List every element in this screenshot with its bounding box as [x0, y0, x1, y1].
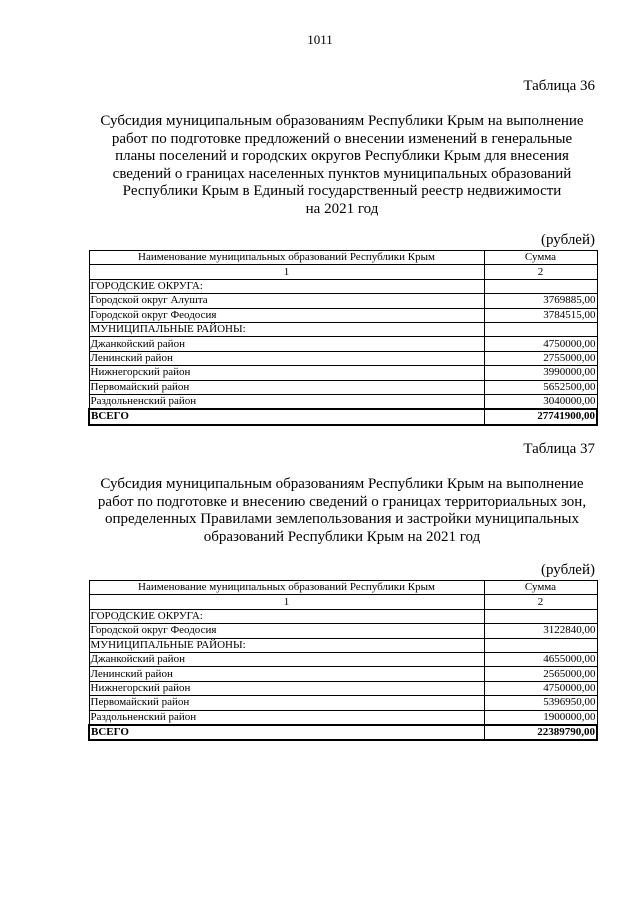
header-sum-number: 2	[484, 595, 597, 609]
row-sum-cell: 3990000,00	[484, 366, 597, 380]
table-row	[89, 279, 597, 293]
title-line: образований Республики Крым на 2021 год	[203, 528, 481, 545]
header-name-cell: Наименование муниципальных образований Республики Крым	[89, 581, 484, 595]
row-sum-cell	[484, 279, 597, 293]
table-header-row	[89, 581, 597, 595]
table-row	[89, 696, 597, 710]
table-row	[89, 294, 597, 308]
total-sum-cell: 27741900,00	[484, 409, 597, 424]
row-sum-cell: 5652500,00	[484, 380, 597, 394]
row-name-cell: Раздольненский район	[89, 394, 484, 409]
row-sum-cell	[484, 322, 597, 336]
table-row	[89, 394, 597, 409]
table-36	[88, 250, 598, 426]
row-name-cell: Нижнегорский район	[89, 681, 484, 695]
row-sum-cell: 2565000,00	[484, 667, 597, 681]
row-name-cell: Ленинский район	[89, 351, 484, 365]
table-37	[88, 580, 598, 741]
row-sum-cell: 1900000,00	[484, 710, 597, 725]
table-row	[89, 380, 597, 394]
header-name-number: 1	[89, 595, 484, 609]
row-name-cell: ГОРОДСКИЕ ОКРУГА:	[89, 609, 484, 623]
row-name-cell: Нижнегорский район	[89, 366, 484, 380]
row-name-cell: МУНИЦИПАЛЬНЫЕ РАЙОНЫ:	[89, 322, 484, 336]
row-sum-cell: 3040000,00	[484, 394, 597, 409]
table-36-caption: Таблица 36	[523, 78, 595, 94]
table-total-row	[89, 409, 597, 424]
table-row	[89, 681, 597, 695]
row-name-cell: Первомайский район	[89, 696, 484, 710]
table-37-units: (рублей)	[540, 562, 595, 578]
row-name-cell: Джанкойский район	[89, 337, 484, 351]
table-column-number-row	[89, 265, 597, 279]
title-line: сведений о границах населенных пунктов муниципальных образований	[112, 165, 572, 182]
title-line: Республики Крым в Единый государственный реестр недвижимости	[122, 183, 562, 199]
table-37-caption: Таблица 37	[523, 441, 595, 457]
title-line: определенных Правилами землепользования и застройки муниципальных	[105, 511, 579, 527]
row-sum-cell	[484, 609, 597, 623]
row-name-cell: Городской округ Алушта	[89, 294, 484, 308]
page-number: 1011	[307, 32, 333, 47]
table-37-title	[88, 476, 596, 546]
table-row	[89, 322, 597, 336]
table-37-body	[89, 581, 597, 741]
row-name-cell: Раздольненский район	[89, 710, 484, 725]
table-row	[89, 308, 597, 322]
row-name-cell: Городской округ Феодосия	[89, 624, 484, 638]
row-sum-cell: 3122840,00	[484, 624, 597, 638]
table-row	[89, 351, 597, 365]
table-row	[89, 652, 597, 666]
title-line: Субсидия муниципальным образованиям Республики Крым на выполнение	[100, 113, 584, 129]
table-36-units: (рублей)	[540, 232, 595, 248]
table-row	[89, 624, 597, 638]
title-line: планы поселений и городских округов Республики Крым для внесения	[115, 148, 569, 164]
table-row	[89, 667, 597, 681]
row-name-cell: Ленинский район	[89, 667, 484, 681]
total-name-cell: ВСЕГО	[89, 725, 484, 740]
row-sum-cell	[484, 638, 597, 652]
table-row	[89, 366, 597, 380]
header-sum-number: 2	[484, 265, 597, 279]
table-row	[89, 609, 597, 623]
row-sum-cell: 4750000,00	[484, 681, 597, 695]
row-sum-cell: 3784515,00	[484, 308, 597, 322]
row-sum-cell: 4750000,00	[484, 337, 597, 351]
row-sum-cell: 3769885,00	[484, 294, 597, 308]
row-sum-cell: 2755000,00	[484, 351, 597, 365]
table-row	[89, 710, 597, 725]
table-column-number-row	[89, 595, 597, 609]
table-total-row	[89, 725, 597, 740]
header-sum-cell: Сумма	[484, 581, 597, 595]
table-row	[89, 337, 597, 351]
row-name-cell: Первомайский район	[89, 380, 484, 394]
row-sum-cell: 4655000,00	[484, 652, 597, 666]
row-name-cell: МУНИЦИПАЛЬНЫЕ РАЙОНЫ:	[89, 638, 484, 652]
total-sum-cell: 22389790,00	[484, 725, 597, 740]
row-name-cell: ГОРОДСКИЕ ОКРУГА:	[89, 279, 484, 293]
row-name-cell: Городской округ Феодосия	[89, 308, 484, 322]
table-36-title	[88, 113, 596, 218]
header-name-number: 1	[89, 265, 484, 279]
title-line: работ по подготовке предложений о внесении изменений в генеральные	[111, 130, 573, 147]
table-header-row	[89, 251, 597, 265]
header-sum-cell: Сумма	[484, 251, 597, 265]
total-name-cell: ВСЕГО	[89, 409, 484, 424]
table-36-body	[89, 251, 597, 425]
title-line: работ по подготовке и внесению сведений о границах территориальных зон,	[97, 493, 587, 510]
title-line: Субсидия муниципальным образованиям Республики Крым на выполнение	[100, 476, 584, 492]
table-row	[89, 638, 597, 652]
row-sum-cell: 5396950,00	[484, 696, 597, 710]
header-name-cell: Наименование муниципальных образований Республики Крым	[89, 251, 484, 265]
title-line: на 2021 год	[305, 200, 379, 217]
row-name-cell: Джанкойский район	[89, 652, 484, 666]
